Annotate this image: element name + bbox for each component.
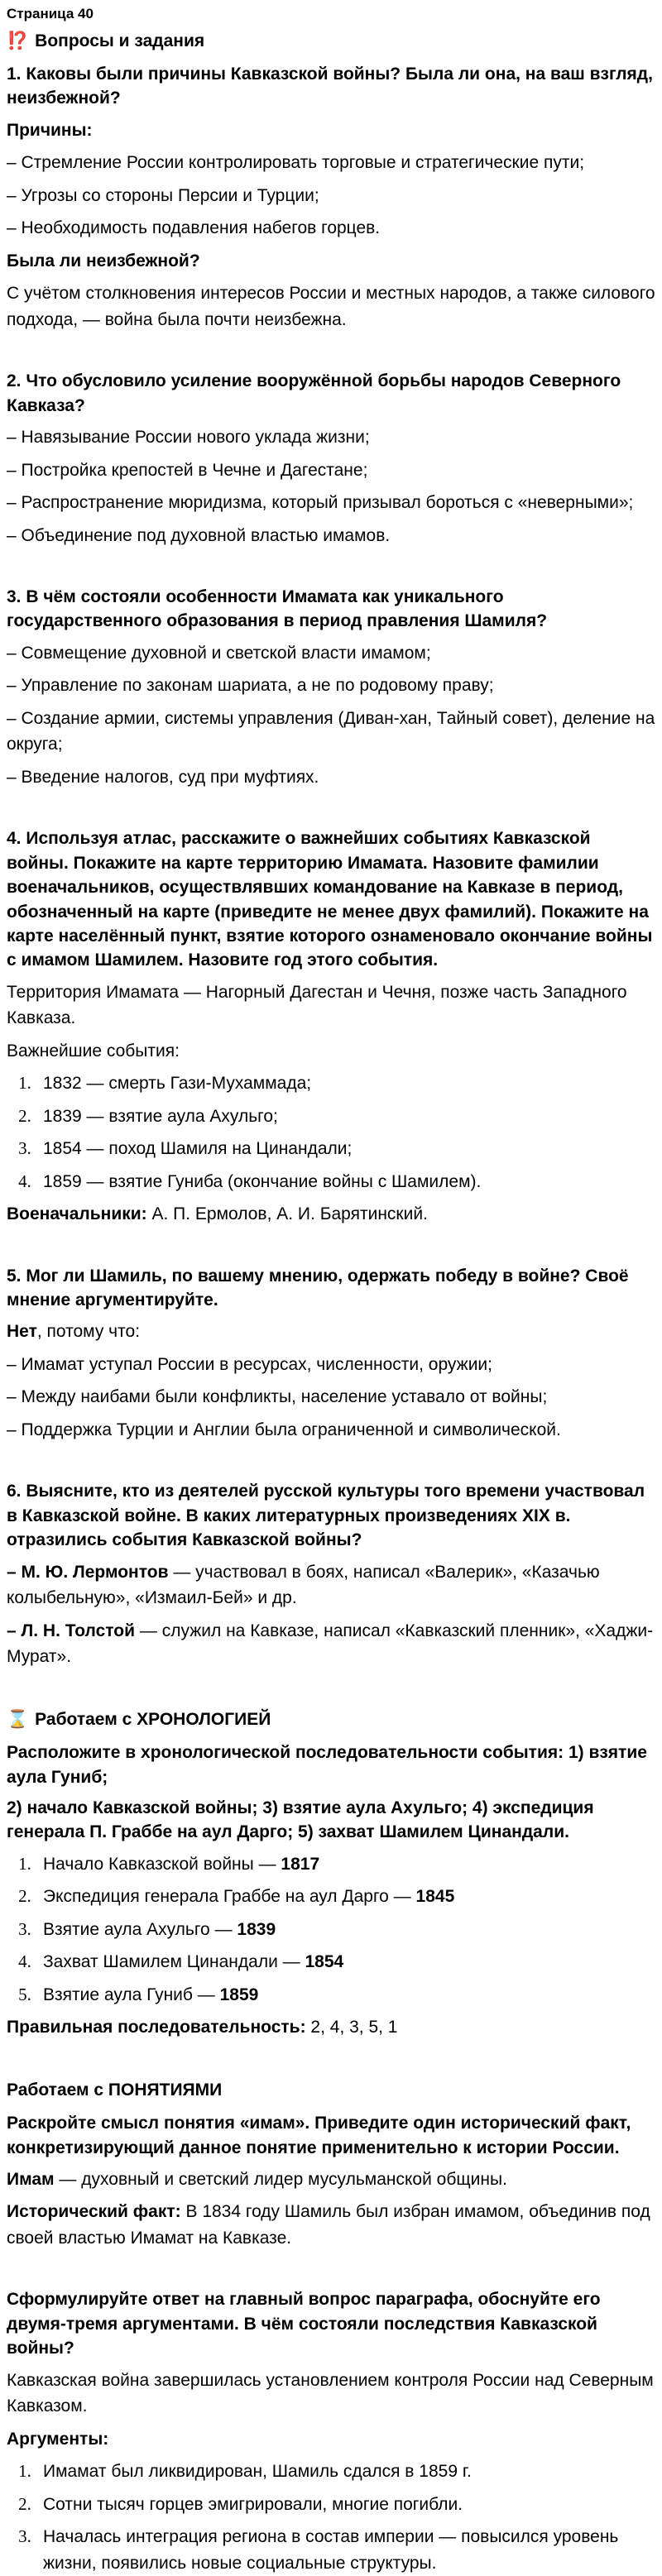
list-text: Взятие аула Ахульго —	[43, 1919, 237, 1939]
definition-label: Имам	[7, 2169, 55, 2189]
interrobang-icon: ⁉️	[7, 31, 29, 50]
commanders-line	[7, 1201, 655, 1228]
list-number: 1.	[18, 1073, 31, 1094]
list-item	[7, 1136, 655, 1162]
list-number: 4.	[18, 1951, 31, 1972]
author-text: — участвовал в боях, написал «Валерик», «Казачью колыбельную», «Измаил-Бей» и др.	[7, 1562, 600, 1608]
events-list	[7, 1070, 655, 1195]
event-year: 1859	[219, 1985, 259, 2004]
list-number: 2.	[18, 1105, 31, 1126]
list-item: – Угрозы со стороны Персии и Турции;	[7, 185, 319, 205]
question-5: 5. Мог ли Шамиль, по вашему мнению, одержать победу в войне? Своё мнение аргументируйте.	[7, 1266, 629, 1310]
list-item: – Объединение под духовной властью имамов.	[7, 525, 391, 545]
list-item	[7, 1917, 655, 1943]
commanders-text: А. П. Ермолов, А. И. Барятинский.	[151, 1204, 428, 1224]
list-item	[7, 1104, 655, 1130]
sequence-label: Правильная последовательность:	[7, 2018, 306, 2037]
list-text: Взятие аула Гуниб —	[43, 1985, 220, 2004]
list-item	[7, 1851, 655, 1878]
arguments-label: Аргументы:	[7, 2429, 109, 2449]
author-name: – М. Ю. Лермонтов	[7, 1562, 169, 1582]
list-item: – Поддержка Турции и Англии была ограниченной и символической.	[7, 1420, 561, 1439]
list-item: – Необходимость подавления набегов горцев.	[7, 218, 381, 238]
question-3: 3. В чём состояли особенности Имамата как уникального государственного образования в период правления Шамиля?	[7, 587, 548, 631]
list-item: – Управление по законам шариата, а не по родовому праву;	[7, 676, 494, 696]
section-heading-chronology	[7, 1707, 655, 1733]
list-item	[7, 1618, 655, 1670]
list-text: Экспедиция генерала Граббе на аул Дарго —	[43, 1887, 416, 1907]
chronology-list	[7, 1851, 655, 2009]
page-number: Страница 40	[7, 6, 94, 22]
section-heading-concepts: Работаем с ПОНЯТИЯМИ	[7, 2080, 223, 2100]
answer-rest: , потому что:	[36, 1322, 141, 1342]
list-item	[7, 2492, 655, 2518]
list-item	[7, 1559, 655, 1611]
list-item: – Распространение мюридизма, который призывал бороться с «неверными»;	[7, 493, 634, 513]
definition-text: — духовный и светский лидер мусульманской общины.	[54, 2169, 507, 2189]
fact-text: В 1834 году Шамиль был избран имамом, объединив под своей властью Имамат на Кавказе.	[7, 2202, 650, 2248]
event-year: 1839	[237, 1919, 276, 1939]
list-text: Началась интеграция региона в состав империи — повысился уровень жизни, появились новые социальные структуры.	[43, 2527, 619, 2573]
list-number: 1.	[18, 1853, 31, 1874]
list-text: Начало Кавказской войны —	[43, 1854, 281, 1874]
list-number: 3.	[18, 1138, 31, 1159]
list-item	[7, 1169, 655, 1195]
list-item: – Создание армии, системы управления (Диван-хан, Тайный совет), деление на округа;	[7, 708, 655, 754]
events-label: Важнейшие события:	[7, 1041, 180, 1061]
definition-line	[7, 2167, 655, 2193]
list-item	[7, 1982, 655, 2009]
section-heading-questions	[7, 28, 655, 55]
event-year: 1845	[415, 1887, 455, 1907]
list-text: 1839 — взятие аула Ахульго;	[43, 1106, 278, 1126]
list-item: – Постройка крепостей в Чечне и Дагестане;	[7, 460, 368, 480]
list-item	[7, 1884, 655, 1910]
list-text: 1859 — взятие Гуниба (окончание войны с Шамилем).	[43, 1171, 482, 1191]
list-item: – Имамат уступал России в ресурсах, численности, оружии;	[7, 1354, 492, 1374]
hourglass-icon: ⌛	[7, 1709, 29, 1729]
commanders-label: Военачальники:	[7, 1204, 147, 1224]
list-number: 2.	[18, 1886, 31, 1907]
reasons-label: Причины:	[7, 120, 93, 140]
list-text: Имамат был ликвидирован, Шамиль сдался в 1859 г.	[43, 2462, 472, 2482]
list-item	[7, 1949, 655, 1975]
question-6: 6. Выясните, кто из деятелей русской культуры того времени участвовал в Кавказской войне. В каких литературных произведениях XIX в. отразились события Кавказской войны?	[7, 1482, 645, 1550]
list-text: 1832 — смерть Гази-Мухаммада;	[43, 1074, 312, 1094]
chronology-task-line-2: 2) начало Кавказской войны; 3) взятие аула Ахульго; 4) экспедиция генерала П. Граббе на аул Дарго; 5) захват Шамилем Цинандали.	[7, 1798, 594, 1842]
list-item	[7, 1070, 655, 1097]
territory-text: Территория Имамата — Нагорный Дагестан и Чечня, позже часть Западного Кавказа.	[7, 982, 627, 1028]
inevitable-text: С учётом столкновения интересов России и местных народов, а также силового подхода, — война была почти неизбежна.	[7, 284, 655, 329]
question-2: 2. Что обусловило усиление вооружённой борьбы народов Северного Кавказа?	[7, 371, 621, 415]
list-item: – Введение налогов, суд при муфтиях.	[7, 767, 319, 787]
list-text: 1854 — поход Шамиля на Цинандали;	[43, 1139, 353, 1159]
main-question-task: Сформулируйте ответ на главный вопрос параграфа, обоснуйте его двумя-тремя аргументами. В чём состояли последствия Кавказской войны?	[7, 2290, 601, 2358]
sequence-value: 2, 4, 3, 5, 1	[305, 2018, 398, 2037]
event-year: 1854	[305, 1952, 344, 1972]
inevitable-label: Была ли неизбежной?	[7, 251, 200, 271]
event-year: 1817	[281, 1854, 320, 1874]
list-item: – Стремление России контролировать торговые и стратегические пути;	[7, 153, 585, 173]
author-text: — служил на Кавказе, написал «Кавказский пленник», «Хаджи-Мурат».	[7, 1621, 654, 1667]
answer-bold: Нет	[7, 1322, 37, 1342]
author-name: – Л. Н. Толстой	[7, 1621, 136, 1640]
question-1: 1. Каковы были причины Кавказской войны? Была ли она, на ваш взгляд, неизбежной?	[7, 65, 653, 108]
section-title: Работаем с ХРОНОЛОГИЕЙ	[35, 1709, 271, 1729]
arguments-list	[7, 2459, 655, 2576]
list-number: 3.	[18, 2526, 31, 2547]
sequence-line	[7, 2014, 655, 2041]
list-item: – Совмещение духовной и светской власти имамом;	[7, 643, 431, 663]
list-number: 4.	[18, 1171, 31, 1191]
list-number: 2.	[18, 2493, 31, 2514]
list-number: 1.	[18, 2461, 31, 2482]
section-title: Вопросы и задания	[35, 31, 205, 50]
list-item: – Между наибами были конфликты, население уставало от войны;	[7, 1387, 548, 1407]
chronology-task-line-1: Расположите в хронологической последовательности события: 1) взятие аула Гуниб;	[7, 1743, 647, 1787]
list-number: 3.	[18, 1918, 31, 1939]
concept-task: Раскройте смысл понятия «имам». Приведите один исторический факт, конкретизирующий данное понятие применительно к истории России.	[7, 2114, 631, 2157]
main-answer: Кавказская война завершилась установлением контроля России над Северным Кавказом.	[7, 2370, 654, 2416]
fact-line	[7, 2199, 655, 2251]
list-item: – Навязывание России нового уклада жизни;	[7, 428, 370, 448]
list-text: Захват Шамилем Цинандали —	[43, 1952, 305, 1972]
list-item	[7, 2459, 655, 2485]
question-4: 4. Используя атлас, расскажите о важнейших событиях Кавказской войны. Покажите на карте территорию Имамата. Назовите фамилии военачальников, осуществлявших командование на Кавказе в период, обозначенный на карте (приведите не менее двух фамилий). Покажите на карте населённый пункт, взятие которого ознаменовало окончание войны с имамом Шамилем. Назовите год этого события.	[7, 829, 653, 970]
answer-line	[7, 1319, 655, 1345]
fact-label: Исторический факт:	[7, 2202, 181, 2222]
list-number: 5.	[18, 1984, 31, 2004]
list-text: Сотни тысяч горцев эмигрировали, многие погибли.	[43, 2494, 463, 2514]
list-item	[7, 2524, 655, 2576]
